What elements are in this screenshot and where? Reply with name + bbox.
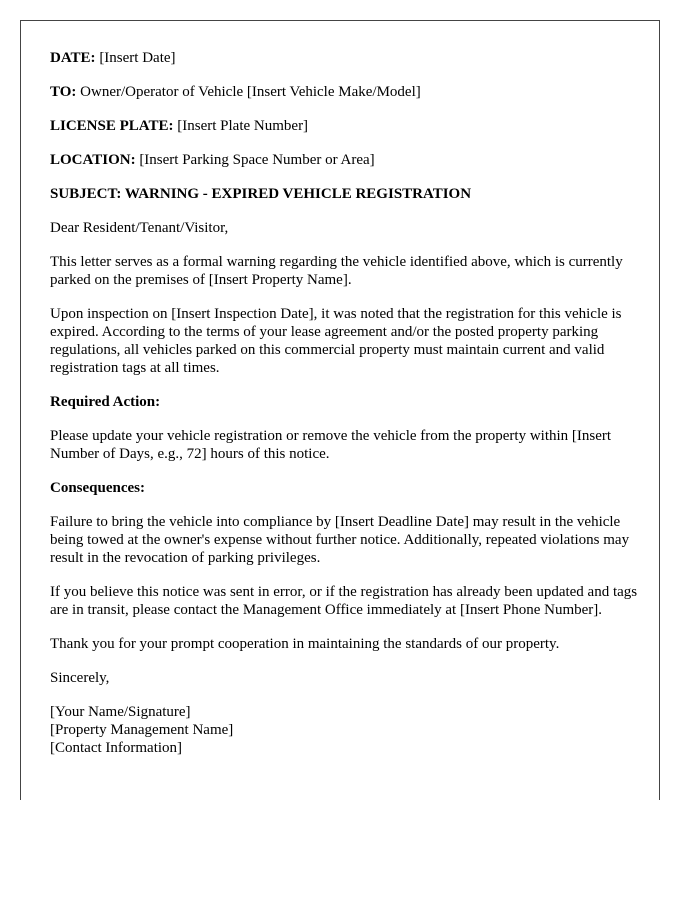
signature-name: [Your Name/Signature] — [50, 704, 191, 720]
signature-contact: [Contact Information] — [50, 740, 183, 756]
consequences-heading: Consequences: — [50, 480, 146, 496]
to-line — [50, 83, 640, 101]
thanks-paragraph: Thank you for your prompt cooperation in maintaining the standards of our property. — [50, 636, 560, 652]
location-value: [Insert Parking Space Number or Area] — [139, 152, 375, 168]
inspection-paragraph: Upon inspection on [Insert Inspection Date], it was noted that the registration for this vehicle is expired. According to the terms of your lease agreement and/or the posted property parking regulations, all vehicles parked on this commercial property must maintain current and valid registration tags at all times. — [50, 306, 622, 376]
location-line — [50, 151, 640, 169]
date-label: DATE: — [50, 50, 96, 66]
letter-content — [50, 49, 640, 773]
to-label: TO: — [50, 84, 77, 100]
date-line — [50, 49, 640, 67]
license-plate-value: [Insert Plate Number] — [177, 118, 309, 134]
subject-line: SUBJECT: WARNING - EXPIRED VEHICLE REGISTRATION — [50, 186, 472, 202]
signature-block — [50, 703, 640, 757]
license-plate-label: LICENSE PLATE: — [50, 118, 174, 134]
to-value: Owner/Operator of Vehicle [Insert Vehicle Make/Model] — [80, 84, 421, 100]
consequences-paragraph: Failure to bring the vehicle into compliance by [Insert Deadline Date] may result in the vehicle being towed at the owner's expense without further notice. Additionally, repeated violations may result in the revocation of parking privileges. — [50, 514, 630, 566]
license-plate-line — [50, 117, 640, 135]
error-contact-paragraph: If you believe this notice was sent in error, or if the registration has already been updated and tags are in transit, please contact the Management Office immediately at [Insert Phone Number]. — [50, 584, 638, 618]
letter-page — [20, 20, 660, 800]
required-action-paragraph: Please update your vehicle registration or remove the vehicle from the property within [Insert Number of Days, e.g., 72] hours of this notice. — [50, 428, 612, 462]
required-action-heading: Required Action: — [50, 394, 161, 410]
date-value: [Insert Date] — [99, 50, 176, 66]
intro-paragraph: This letter serves as a formal warning regarding the vehicle identified above, which is currently parked on the premises of [Insert Property Name]. — [50, 254, 623, 288]
sign-off: Sincerely, — [50, 670, 110, 686]
salutation: Dear Resident/Tenant/Visitor, — [50, 220, 229, 236]
location-label: LOCATION: — [50, 152, 136, 168]
signature-company: [Property Management Name] — [50, 722, 234, 738]
